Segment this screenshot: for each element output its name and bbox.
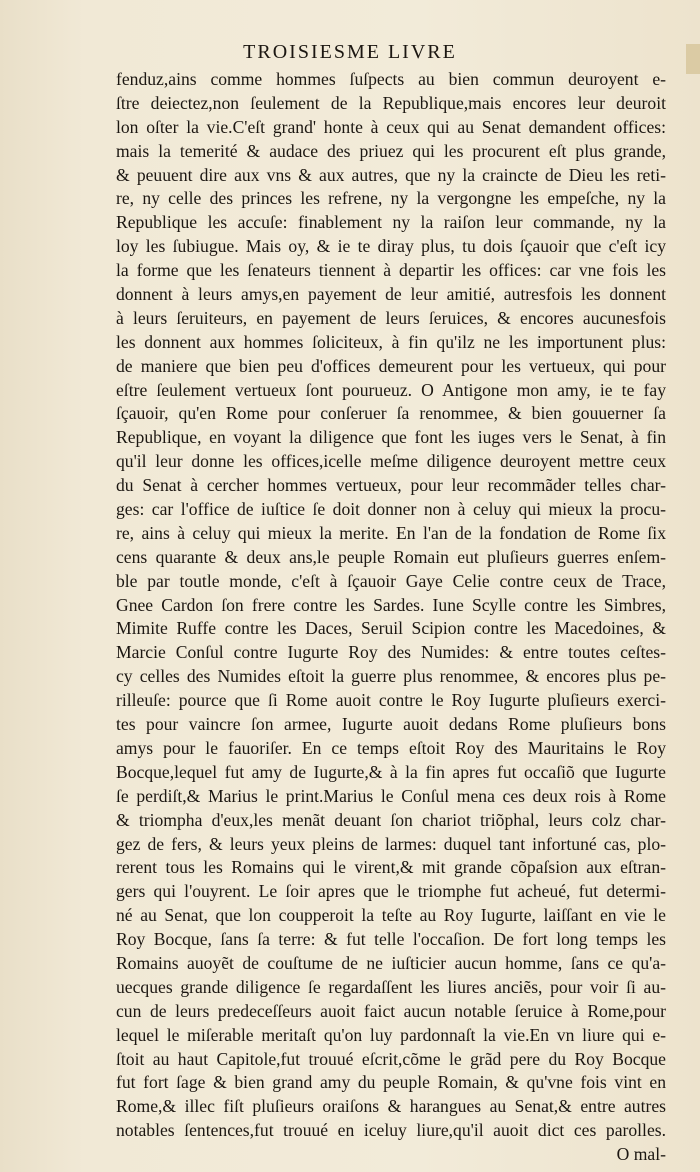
text-line: Rome,& illec fiſt pluſieurs oraiſons & harangues au Senat,& entre autres <box>116 1096 666 1117</box>
text-line: gez de fers, & leurs yeux pleins de larmes: duquel tant infortuné cas, plo- <box>116 833 666 854</box>
text-line: ſtoit au haut Capitole,fut trouué eſcrit,cõme le grãd pere du Roy Bocque <box>116 1048 666 1069</box>
text-line: fenduz,ains comme hommes ſuſpects au bien commun deuroyent e- <box>116 69 666 89</box>
text-line: tes pour vaincre ſon armee, Iugurte auoit dedans Rome pluſieurs bons <box>116 714 666 735</box>
text-line: Bocque,lequel fut amy de Iugurte,& à la fin apres fut occaſiõ que Iugurte <box>116 761 666 782</box>
text-line: à leurs ſeruiteurs, en payement de leurs ſeruices, & encores aucunesfois <box>116 307 666 328</box>
running-head: TROISIESME LIVRE <box>243 41 457 63</box>
text-line: de maniere que bien peu d'offices demeurent pour les vertueux, qui pour <box>116 355 666 376</box>
text-line: ſe perdiſt,& Marius le print.Marius le Conſul mena ces deux rois à Rome <box>116 785 666 806</box>
text-line: loy les ſubiugue. Mais oy, & ie te diray plus, tu dois ſçauoir que c'eſt icy <box>116 236 666 257</box>
text-line: les donnent aux hommes ſoliciteux, à fin qu'ilz ne les importunent plus: <box>116 331 666 352</box>
text-line: Mimite Ruffe contre les Daces, Seruil Scipion contre les Macedoines, & <box>116 618 666 639</box>
text-line: Republique, en voyant la diligence que font les iuges vers le Senat, à fin <box>116 427 666 448</box>
text-line: & peuuent dire aux vns & aux autres, que ny la craincte de Dieu les reti- <box>116 164 666 185</box>
text-line: Gnee Cardon ſon frere contre les Sardes. Iune Scylle contre les Simbres, <box>116 594 666 615</box>
text-line: la forme que les ſenateurs tiennent à departir les offices: car vne fois les <box>116 260 666 281</box>
body-text <box>116 68 666 1167</box>
text-line: lon oſter la vie.C'eſt grand' honte à ceux qui au Senat demandent offices: <box>116 116 666 137</box>
text-line: ſtre deiectez,non ſeulement de la Republique,mais encores leur deuroit <box>116 92 666 113</box>
text-line: ble par toutle monde, c'eſt à ſçauoir Gaye Celie contre ceux de Trace, <box>116 570 666 591</box>
text-line: donnent à leurs amys,en payement de leur amitié, autresfois les donnent <box>116 284 666 305</box>
text-line: re, ny celle des princes les refrene, ny la vergongne les empeſche, ny la <box>116 188 666 209</box>
text-line: du Senat à cercher hommes vertueux, pour leur recommãder telles char- <box>116 475 666 496</box>
text-line: uecques grande diligence ſe regardaſſent les liures anciẽs, pour voir ſi au- <box>116 976 666 997</box>
text-line: eſtre ſeulement vertueux ſont pourueuz. O Antigone mon amy, ie te fay <box>116 379 666 400</box>
text-line: ges: car l'office de iuſtice ſe doit donner non à celuy qui mieux la procu- <box>116 499 666 520</box>
text-line: cy celles des Numides eſtoit la guerre plus renommee, & encores plus pe- <box>116 666 666 687</box>
text-line: & triompha d'eux,les menãt deuant ſon chariot triõphal, leurs colz char- <box>116 809 666 830</box>
text-line: qu'il leur donne les offices,icelle meſme diligence deuroyent mettre ceux <box>116 451 666 472</box>
text-line: mais la temerité & audace des priuez qui les procurent eſt plus grande, <box>116 140 666 161</box>
text-line: amys pour le fauoriſer. En ce temps eſtoit Roy des Mauritains le Roy <box>116 737 666 758</box>
text-line: rilleuſe: pource que ſi Rome auoit contre le Roy Iugurte pluſieurs exerci- <box>116 690 666 711</box>
text-line: re, ains à celuy qui mieux la merite. En l'an de la fondation de Rome ſix <box>116 522 666 543</box>
text-line: gers qui l'ouyrent. Le ſoir apres que le triomphe fut acheué, fut determi- <box>116 881 666 902</box>
catchword: O mal- <box>616 1144 666 1165</box>
text-line: notables ſentences,fut trouué en iceluy liure,qu'il auoit dict ces parolles. <box>116 1120 666 1141</box>
text-line: Romains auoyẽt de couſtume de ne iuſticier aucun homme, ſans ce qu'a- <box>116 952 666 973</box>
text-line: Roy Bocque, ſans ſa terre: & fut telle l'occaſion. De fort long temps les <box>116 929 666 950</box>
text-line: ſçauoir, qu'en Rome pour conſeruer ſa renommee, & bien gouuerner ſa <box>116 403 666 424</box>
text-line: rerent tous les Romains qui le virent,& mit grande cõpaſsion aux eſtran- <box>116 857 666 878</box>
text-line: cens quarante & deux ans,le peuple Romain eut pluſieurs guerres enſem- <box>116 546 666 567</box>
text-line: fut fort ſage & bien grand amy du peuple Romain, & qu'vne fois vint en <box>116 1072 666 1093</box>
text-line: cun de leurs predeceſſeurs auoit faict aucun notable ſeruice à Rome,pour <box>116 1000 666 1021</box>
text-line: Marcie Conſul contre Iugurte Roy des Numides: & entre toutes ceſtes- <box>116 642 666 663</box>
text-line: né au Senat, que lon coupperoit la teſte au Roy Iugurte, laiſſant en vie le <box>116 905 666 926</box>
text-line: Republique les accuſe: finablement ny la raiſon leur commande, ny la <box>116 212 666 233</box>
text-line: lequel le miſerable meritaſt qu'on luy pardonnaſt la vie.En vn liure qui e- <box>116 1024 666 1045</box>
